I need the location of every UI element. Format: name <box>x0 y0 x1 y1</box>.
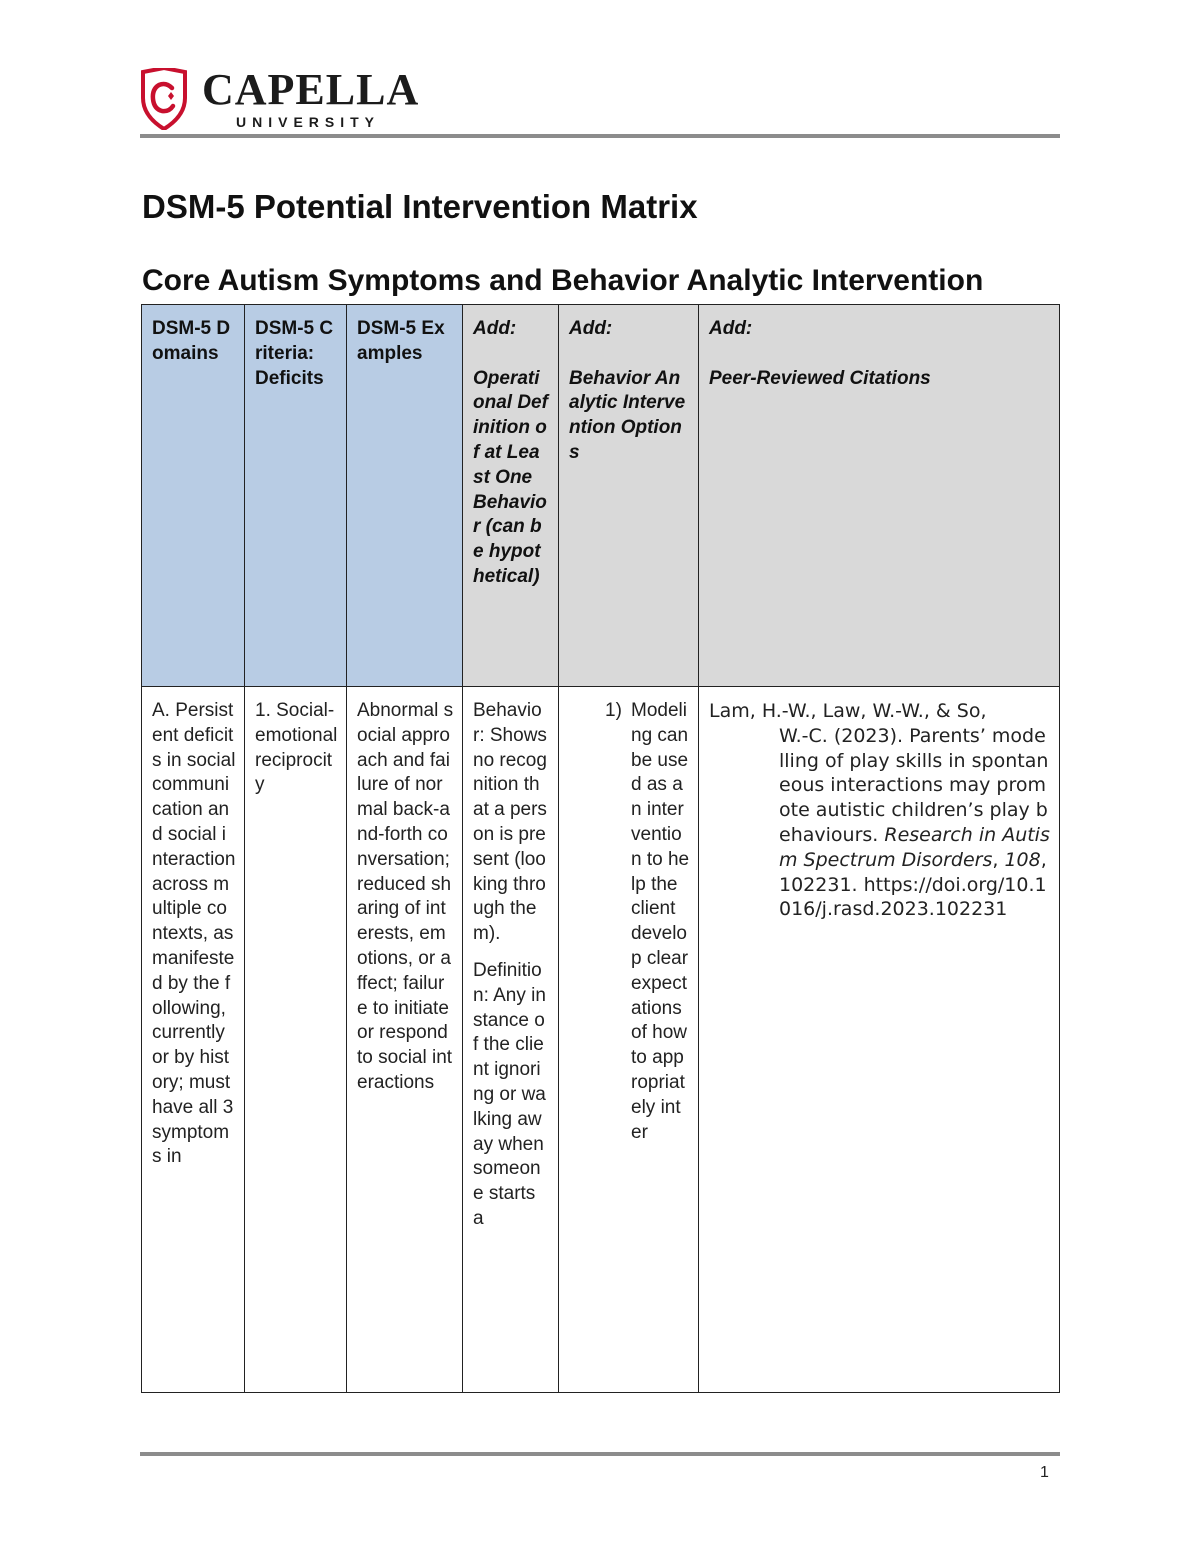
footer-divider <box>140 1452 1060 1456</box>
intervention-matrix-table <box>141 304 1060 1393</box>
citation-body <box>709 724 1051 922</box>
header-operational-label: Operational Definition of at Least One Behavior (can be hypothetical) <box>473 367 548 587</box>
intervention-text: Modeling can be used as an intervention to help the client develop clear expectations of how to appropriately inter <box>631 700 690 1143</box>
header-intervention-label: Behavior Analytic Intervention Options <box>569 367 686 463</box>
cell-intervention <box>559 687 699 1393</box>
header-criteria-label: DSM-5 Criteria: <box>255 318 334 364</box>
header-add-label: Add: <box>569 318 613 339</box>
header-divider <box>140 134 1060 138</box>
citation-doi-link[interactable]: https://doi.org/10.1016/j.rasd.2023.102231 <box>779 873 1047 921</box>
logo-subtitle: UNIVERSITY <box>236 114 381 130</box>
header-dsm5-domains: DSM-5 Domains <box>142 305 245 687</box>
header-intervention-options <box>559 305 699 687</box>
cell-domain: A. Persistent deficits in social communication and social interaction across multiple contexts, as manifested by the following, currently or by history; must have all 3 symptoms in <box>142 687 245 1393</box>
behavior-text: Behavior: Shows no recognition that a person is present (looking through them). <box>473 700 547 945</box>
cell-criteria: 1. Social-emotional reciprocity <box>245 687 347 1393</box>
cell-operational-definition <box>463 687 559 1393</box>
citation-authors: Lam, H.-W., Law, W.-W., & So, <box>709 700 987 722</box>
header-operational-definition <box>463 305 559 687</box>
list-number: 1) <box>605 700 622 721</box>
header-dsm5-examples: DSM-5 Examples <box>347 305 463 687</box>
table-header-row <box>142 305 1060 687</box>
header-dsm5-criteria <box>245 305 347 687</box>
page-number: 1 <box>1040 1464 1049 1481</box>
logo-wordmark: CAPELLA <box>202 65 420 114</box>
cell-citation <box>699 687 1060 1393</box>
header-add-label: Add: <box>473 318 517 339</box>
section-heading: Core Autism Symptoms and Behavior Analytic Intervention <box>142 264 984 297</box>
citation-journal: Research in Autism Spectrum Disorders <box>779 823 1050 871</box>
document-title: DSM-5 Potential Intervention Matrix <box>142 188 698 225</box>
header-citations-label: Peer-Reviewed Citations <box>709 367 931 389</box>
header-citations <box>699 305 1060 687</box>
table-row <box>142 687 1060 1393</box>
definition-text: Definition: Any instance of the client ignoring or walking away when someone starts a <box>473 959 546 1229</box>
citation-separator: , <box>992 848 999 871</box>
citation-title: W.-C. (2023). Parents’ modelling of play skills in spontaneous interactions may promote autistic children’s play behaviours. <box>779 724 1049 846</box>
intervention-list-item <box>569 699 690 1145</box>
capella-shield-icon <box>140 68 188 130</box>
header-deficits-label: Deficits <box>255 367 324 389</box>
cell-example: Abnormal social approach and failure of normal back-and-forth conversation; reduced sharing of interests, emotions, or affect; failure to initiate or respond to social interactions <box>347 687 463 1393</box>
header-add-label: Add: <box>709 318 753 339</box>
citation-volume: 108 <box>1004 848 1041 871</box>
capella-logo <box>140 65 430 132</box>
citation-pages: , 102231. <box>779 848 1047 896</box>
